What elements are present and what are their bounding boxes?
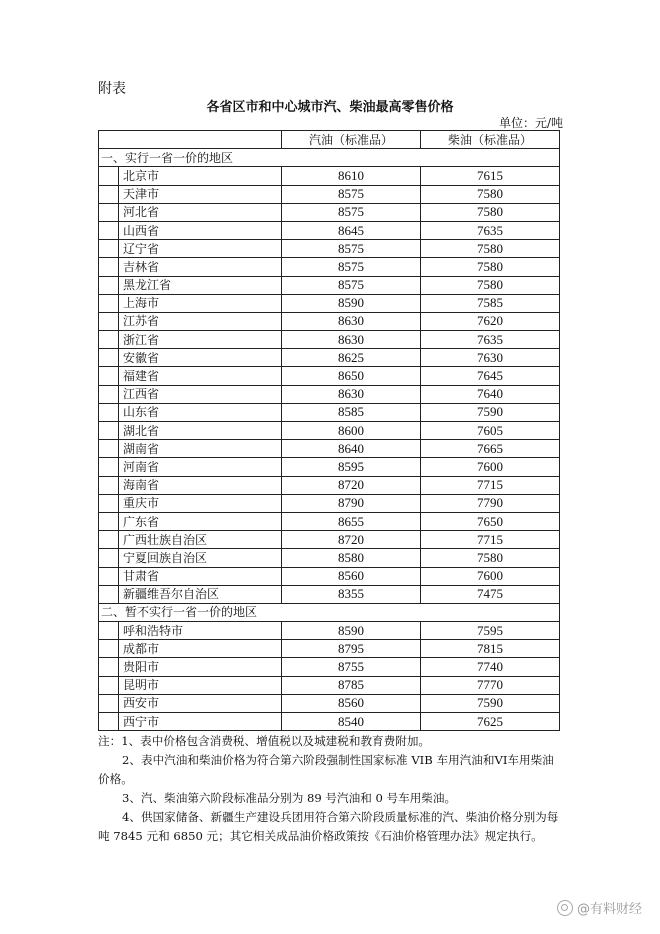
table-row: [99, 403, 560, 421]
table-row: [99, 221, 560, 239]
indent-cell: [99, 240, 119, 258]
table-row: [99, 185, 560, 203]
table-row: [99, 203, 560, 221]
gasoline-price: 8645: [282, 221, 421, 239]
gasoline-price: 8585: [282, 403, 421, 421]
diesel-price: 7740: [421, 658, 560, 676]
gasoline-price: 8590: [282, 622, 421, 640]
note-3: 3、汽、柴油第六阶段标准品分别为 89 号汽油和 0 号车用柴油。: [122, 791, 457, 805]
table-row: [99, 240, 560, 258]
region-name: 湖南省: [119, 440, 282, 458]
table-row: [99, 422, 560, 440]
table-row: [99, 476, 560, 494]
diesel-price: 7615: [421, 167, 560, 185]
gasoline-price: 8540: [282, 713, 421, 731]
diesel-price: 7580: [421, 549, 560, 567]
appendix-label: 附表: [98, 81, 126, 97]
region-name: 广东省: [119, 512, 282, 530]
indent-cell: [99, 512, 119, 530]
gasoline-price: 8790: [282, 494, 421, 512]
region-name: 新疆维吾尔自治区: [119, 585, 282, 603]
gasoline-price: 8580: [282, 549, 421, 567]
region-name: 江苏省: [119, 312, 282, 330]
indent-cell: [99, 185, 119, 203]
gasoline-price: 8720: [282, 476, 421, 494]
gasoline-price: 8575: [282, 276, 421, 294]
watermark: [557, 898, 642, 917]
table-row: [99, 349, 560, 367]
region-name: 广西壮族自治区: [119, 531, 282, 549]
region-name: 河北省: [119, 203, 282, 221]
gasoline-price: 8610: [282, 167, 421, 185]
indent-cell: [99, 658, 119, 676]
diesel-price: 7605: [421, 422, 560, 440]
gasoline-price: 8630: [282, 312, 421, 330]
table-row: [99, 367, 560, 385]
gasoline-price: 8795: [282, 640, 421, 658]
region-name: 福建省: [119, 367, 282, 385]
indent-cell: [99, 622, 119, 640]
region-name: 辽宁省: [119, 240, 282, 258]
gasoline-price: 8640: [282, 440, 421, 458]
table-header-row: [99, 131, 560, 149]
region-name: 吉林省: [119, 258, 282, 276]
note-4: 4、供国家储备、新疆生产建设兵团用符合第六阶段质量标准的汽、柴油价格分别为每吨 7845 元和 6850 元；其它相关成品油价格政策按《石油价格管理办法》规定执行。: [98, 810, 559, 843]
indent-cell: [99, 531, 119, 549]
gasoline-price: 8630: [282, 385, 421, 403]
gasoline-price: 8575: [282, 185, 421, 203]
diesel-price: 7715: [421, 476, 560, 494]
diesel-price: 7580: [421, 240, 560, 258]
indent-cell: [99, 221, 119, 239]
diesel-price: 7595: [421, 622, 560, 640]
indent-cell: [99, 276, 119, 294]
region-name: 江西省: [119, 385, 282, 403]
region-name: 上海市: [119, 294, 282, 312]
note-2: 2、表中汽油和柴油价格为符合第六阶段强制性国家标准 VIB 车用汽油和VI车用柴油价格。: [98, 753, 554, 786]
gasoline-price: 8755: [282, 658, 421, 676]
indent-cell: [99, 403, 119, 421]
indent-cell: [99, 422, 119, 440]
gasoline-price: 8650: [282, 367, 421, 385]
table-row: [99, 512, 560, 530]
diesel-price: 7580: [421, 185, 560, 203]
unit-label: 单位：元/吨: [498, 116, 563, 130]
diesel-price: 7625: [421, 713, 560, 731]
price-table: [98, 130, 560, 731]
gasoline-price: 8625: [282, 349, 421, 367]
region-name: 黑龙江省: [119, 276, 282, 294]
diesel-price: 7645: [421, 367, 560, 385]
gasoline-price: 8720: [282, 531, 421, 549]
gasoline-price: 8575: [282, 203, 421, 221]
indent-cell: [99, 385, 119, 403]
table-row: [99, 331, 560, 349]
diesel-price: 7635: [421, 331, 560, 349]
table-row: [99, 258, 560, 276]
table-row: [99, 676, 560, 694]
gasoline-price: 8600: [282, 422, 421, 440]
indent-cell: [99, 312, 119, 330]
section-row: [99, 149, 560, 167]
diesel-price: 7590: [421, 403, 560, 421]
diesel-price: 7815: [421, 640, 560, 658]
gasoline-price: 8655: [282, 512, 421, 530]
indent-cell: [99, 494, 119, 512]
section-label: 二、暂不实行一省一价的地区: [99, 603, 560, 621]
region-name: 山东省: [119, 403, 282, 421]
indent-cell: [99, 676, 119, 694]
diesel-price: 7635: [421, 221, 560, 239]
table-row: [99, 585, 560, 603]
indent-cell: [99, 713, 119, 731]
region-name: 河南省: [119, 458, 282, 476]
region-name: 重庆市: [119, 494, 282, 512]
table-row: [99, 312, 560, 330]
diesel-price: 7475: [421, 585, 560, 603]
region-name: 西安市: [119, 694, 282, 712]
table-row: [99, 640, 560, 658]
region-name: 呼和浩特市: [119, 622, 282, 640]
indent-cell: [99, 331, 119, 349]
region-name: 天津市: [119, 185, 282, 203]
diesel-price: 7790: [421, 494, 560, 512]
diesel-price: 7600: [421, 567, 560, 585]
indent-cell: [99, 349, 119, 367]
region-name: 湖北省: [119, 422, 282, 440]
diesel-price: 7590: [421, 694, 560, 712]
note-1: 注：1、表中价格包含消费税、增值税以及城建税和教育费附加。: [98, 734, 431, 748]
indent-cell: [99, 203, 119, 221]
table-row: [99, 276, 560, 294]
region-name: 甘肃省: [119, 567, 282, 585]
gasoline-price: 8785: [282, 676, 421, 694]
table-row: [99, 167, 560, 185]
indent-cell: [99, 549, 119, 567]
region-name: 山西省: [119, 221, 282, 239]
indent-cell: [99, 585, 119, 603]
indent-cell: [99, 367, 119, 385]
table-row: [99, 622, 560, 640]
gasoline-price: 8630: [282, 331, 421, 349]
gasoline-price: 8575: [282, 258, 421, 276]
region-name: 海南省: [119, 476, 282, 494]
header-diesel: 柴油（标准品）: [421, 131, 560, 149]
table-row: [99, 549, 560, 567]
weibo-style-logo-icon: [557, 900, 573, 916]
diesel-price: 7640: [421, 385, 560, 403]
gasoline-price: 8595: [282, 458, 421, 476]
region-name: 西宁市: [119, 713, 282, 731]
indent-cell: [99, 476, 119, 494]
indent-cell: [99, 258, 119, 276]
indent-cell: [99, 458, 119, 476]
diesel-price: 7770: [421, 676, 560, 694]
gasoline-price: 8560: [282, 694, 421, 712]
table-row: [99, 385, 560, 403]
region-name: 北京市: [119, 167, 282, 185]
indent-cell: [99, 567, 119, 585]
table-row: [99, 440, 560, 458]
table-row: [99, 694, 560, 712]
region-name: 安徽省: [119, 349, 282, 367]
diesel-price: 7665: [421, 440, 560, 458]
diesel-price: 7650: [421, 512, 560, 530]
table-row: [99, 294, 560, 312]
table-row: [99, 458, 560, 476]
indent-cell: [99, 167, 119, 185]
header-region: [99, 131, 282, 149]
table-row: [99, 658, 560, 676]
diesel-price: 7620: [421, 312, 560, 330]
gasoline-price: 8355: [282, 585, 421, 603]
diesel-price: 7585: [421, 294, 560, 312]
section-label: 一、实行一省一价的地区: [99, 149, 560, 167]
diesel-price: 7580: [421, 203, 560, 221]
header-gasoline: 汽油（标准品）: [282, 131, 421, 149]
gasoline-price: 8560: [282, 567, 421, 585]
diesel-price: 7630: [421, 349, 560, 367]
indent-cell: [99, 694, 119, 712]
region-name: 贵阳市: [119, 658, 282, 676]
gasoline-price: 8590: [282, 294, 421, 312]
diesel-price: 7715: [421, 531, 560, 549]
diesel-price: 7580: [421, 276, 560, 294]
section-row: [99, 603, 560, 621]
gasoline-price: 8575: [282, 240, 421, 258]
table-row: [99, 567, 560, 585]
table-row: [99, 713, 560, 731]
table-row: [99, 531, 560, 549]
diesel-price: 7580: [421, 258, 560, 276]
document-title: 各省区市和中心城市汽、柴油最高零售价格: [206, 100, 454, 115]
region-name: 宁夏回族自治区: [119, 549, 282, 567]
table-row: [99, 494, 560, 512]
indent-cell: [99, 440, 119, 458]
region-name: 昆明市: [119, 676, 282, 694]
region-name: 浙江省: [119, 331, 282, 349]
region-name: 成都市: [119, 640, 282, 658]
watermark-text: @有料财经: [576, 902, 642, 917]
indent-cell: [99, 294, 119, 312]
notes: [98, 732, 564, 846]
diesel-price: 7600: [421, 458, 560, 476]
indent-cell: [99, 640, 119, 658]
